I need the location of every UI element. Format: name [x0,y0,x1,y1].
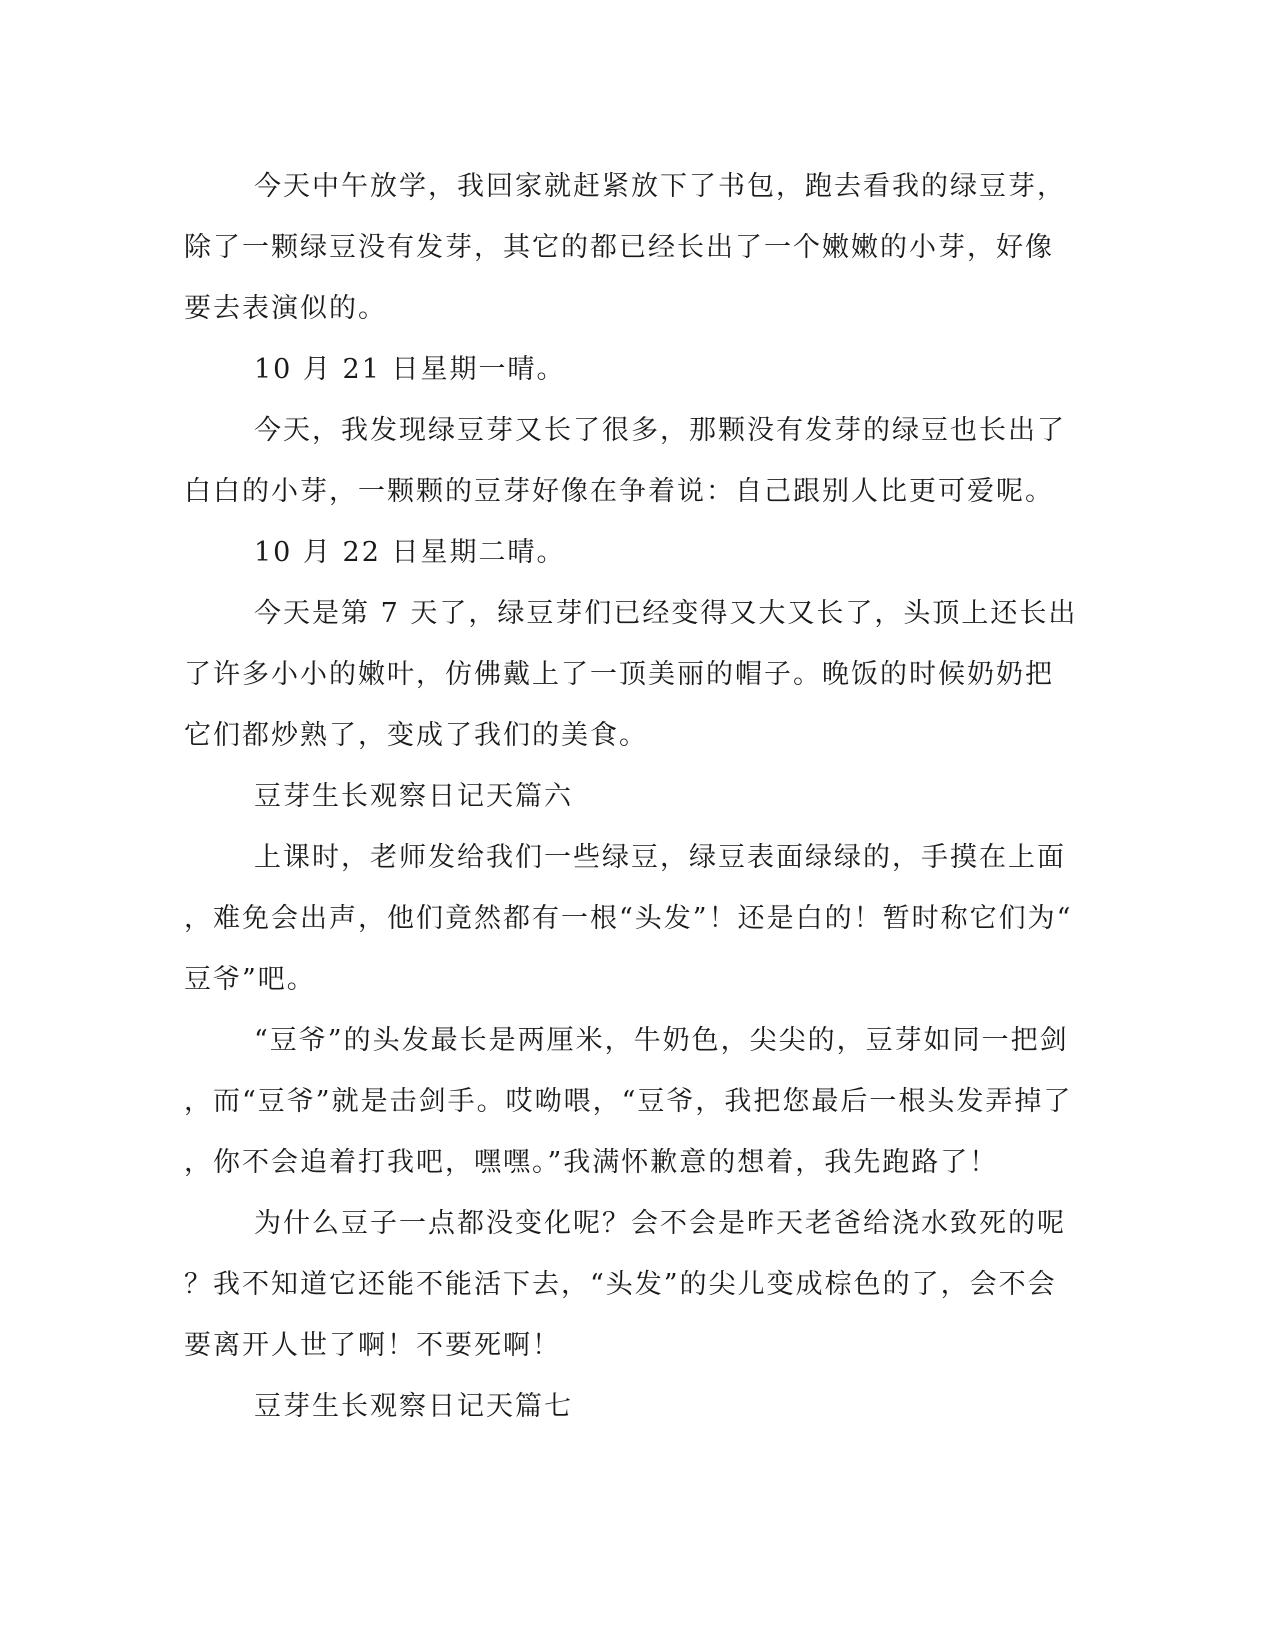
document-body [184,156,1078,1437]
text-line: 今天是第 7 天了，绿豆芽们已经变得又大又长了，头顶上还长出 [254,598,1078,629]
text-line: 除了一颗绿豆没有发芽，其它的都已经长出了一个嫩嫩的小芽，好像 [184,232,1054,263]
paragraph-3 [184,400,1066,522]
text-line: 它们都炒熟了，变成了我们的美食。 [184,720,648,751]
text-line: ，难免会出声，他们竟然都有一根“头发”！还是白的！暂时称它们为“ [184,903,1073,934]
text-line: 上课时，老师发给我们一些绿豆，绿豆表面绿绿的，手摸在上面 [254,842,1066,873]
text-line: 今天，我发现绿豆芽又长了很多，那颗没有发芽的绿豆也长出了 [254,415,1066,446]
text-line: 10 月 22 日星期二晴。 [254,537,566,568]
heading-text: 豆芽生长观察日记天篇六 [254,781,573,812]
date-line-oct-22 [184,522,1044,583]
text-line: 豆爷”吧。 [184,964,316,995]
paragraph-5 [184,583,1078,766]
text-line: ，而“豆爷”就是击剑手。哎呦喂，“豆爷，我把您最后一根头发弄掉了 [184,1086,1073,1117]
text-line: 白白的小芽，一颗颗的豆芽好像在争着说：自己跟别人比更可爱呢。 [184,476,1054,507]
text-line: 了许多小小的嫩叶，仿佛戴上了一顶美丽的帽子。晚饭的时候奶奶把 [184,659,1054,690]
heading-text: 豆芽生长观察日记天篇七 [254,1391,573,1422]
text-line: 为什么豆子一点都没变化呢？会不会是昨天老爸给浇水致死的呢 [254,1208,1066,1239]
text-line: 10 月 21 日星期一晴。 [254,354,566,385]
text-line: 要去表演似的。 [184,293,387,324]
paragraph-7 [184,827,1073,1010]
text-line: 要离开人世了啊！不要死啊！ [184,1330,561,1361]
paragraph-1 [184,156,1066,339]
paragraph-9 [184,1193,1066,1376]
text-line: ，你不会追着打我吧，嘿嘿。”我满怀歉意的想着，我先跑路了！ [184,1147,999,1178]
text-line: “豆爷”的头发最长是两厘米，牛奶色，尖尖的，豆芽如同一把剑 [254,1025,1069,1056]
section-heading-part-6 [184,766,1044,827]
section-heading-part-7 [184,1376,1044,1437]
date-line-oct-21 [184,339,1044,400]
paragraph-8 [184,1010,1073,1193]
text-line: 今天中午放学，我回家就赶紧放下了书包，跑去看我的绿豆芽， [254,171,1066,202]
text-line: ？我不知道它还能不能活下去，“头发”的尖儿变成棕色的了，会不会 [184,1269,1057,1300]
